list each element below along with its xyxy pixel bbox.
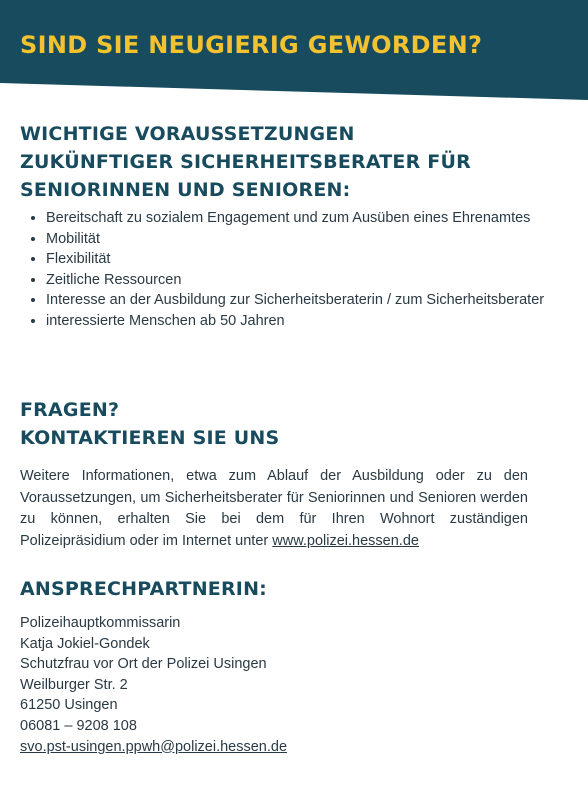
list-item: • interessierte Menschen ab 50 Jahren	[46, 311, 566, 332]
requirements-heading-line: WICHTIGE VORAUSSETZUNGEN	[20, 123, 355, 145]
contact-block	[20, 613, 287, 757]
list-item: • Interesse an der Ausbildung zur Sicherheitsberaterin / zum Sicherheitsberater	[46, 290, 566, 311]
requirements-heading-line: ZUKÜNFTIGER SICHERHEITSBERATER FÜR	[20, 151, 471, 173]
website-link[interactable]: www.polizei.hessen.de	[272, 532, 419, 549]
list-item: • Zeitliche Ressourcen	[46, 270, 566, 291]
info-paragraph	[20, 466, 528, 552]
email-link[interactable]: svo.pst-usingen.ppwh@polizei.hessen.de	[20, 738, 288, 755]
contact-phone: 06081 – 9208 108	[20, 717, 137, 734]
requirements-list	[28, 208, 566, 331]
list-item: • Flexibilität	[46, 249, 566, 270]
contact-street: Weilburger Str. 2	[20, 676, 128, 693]
requirements-heading-line: SENIORINNEN UND SENIOREN:	[20, 179, 351, 201]
questions-heading-line: FRAGEN?	[20, 399, 120, 421]
contact-heading: ANSPRECHPARTNERIN:	[20, 578, 267, 600]
banner-title: SIND SIE NEUGIERIG GEWORDEN?	[20, 31, 483, 59]
list-item: • Mobilität	[46, 229, 566, 250]
list-item: • Bereitschaft zu sozialem Engagement und zum Ausüben eines Ehrenamtes	[46, 208, 566, 229]
info-text: Weitere Informationen, etwa zum Ablauf der Ausbildung oder zu den Voraussetzungen, um Sicherheitsberater für Seniorinnen und Senioren werden zu können, erhalten Sie bei dem für Ihren Wohnort zuständigen Polizeipräsidium oder im Internet unter	[20, 468, 528, 549]
header-banner	[0, 0, 588, 104]
contact-name: Katja Jokiel-Gondek	[20, 635, 150, 652]
requirements-heading	[20, 120, 471, 204]
questions-heading	[20, 396, 279, 452]
contact-role: Schutzfrau vor Ort der Polizei Usingen	[20, 656, 267, 673]
questions-heading-line: KONTAKTIEREN SIE UNS	[20, 427, 280, 449]
contact-rank: Polizeihauptkommissarin	[20, 615, 181, 631]
contact-city: 61250 Usingen	[20, 697, 118, 714]
